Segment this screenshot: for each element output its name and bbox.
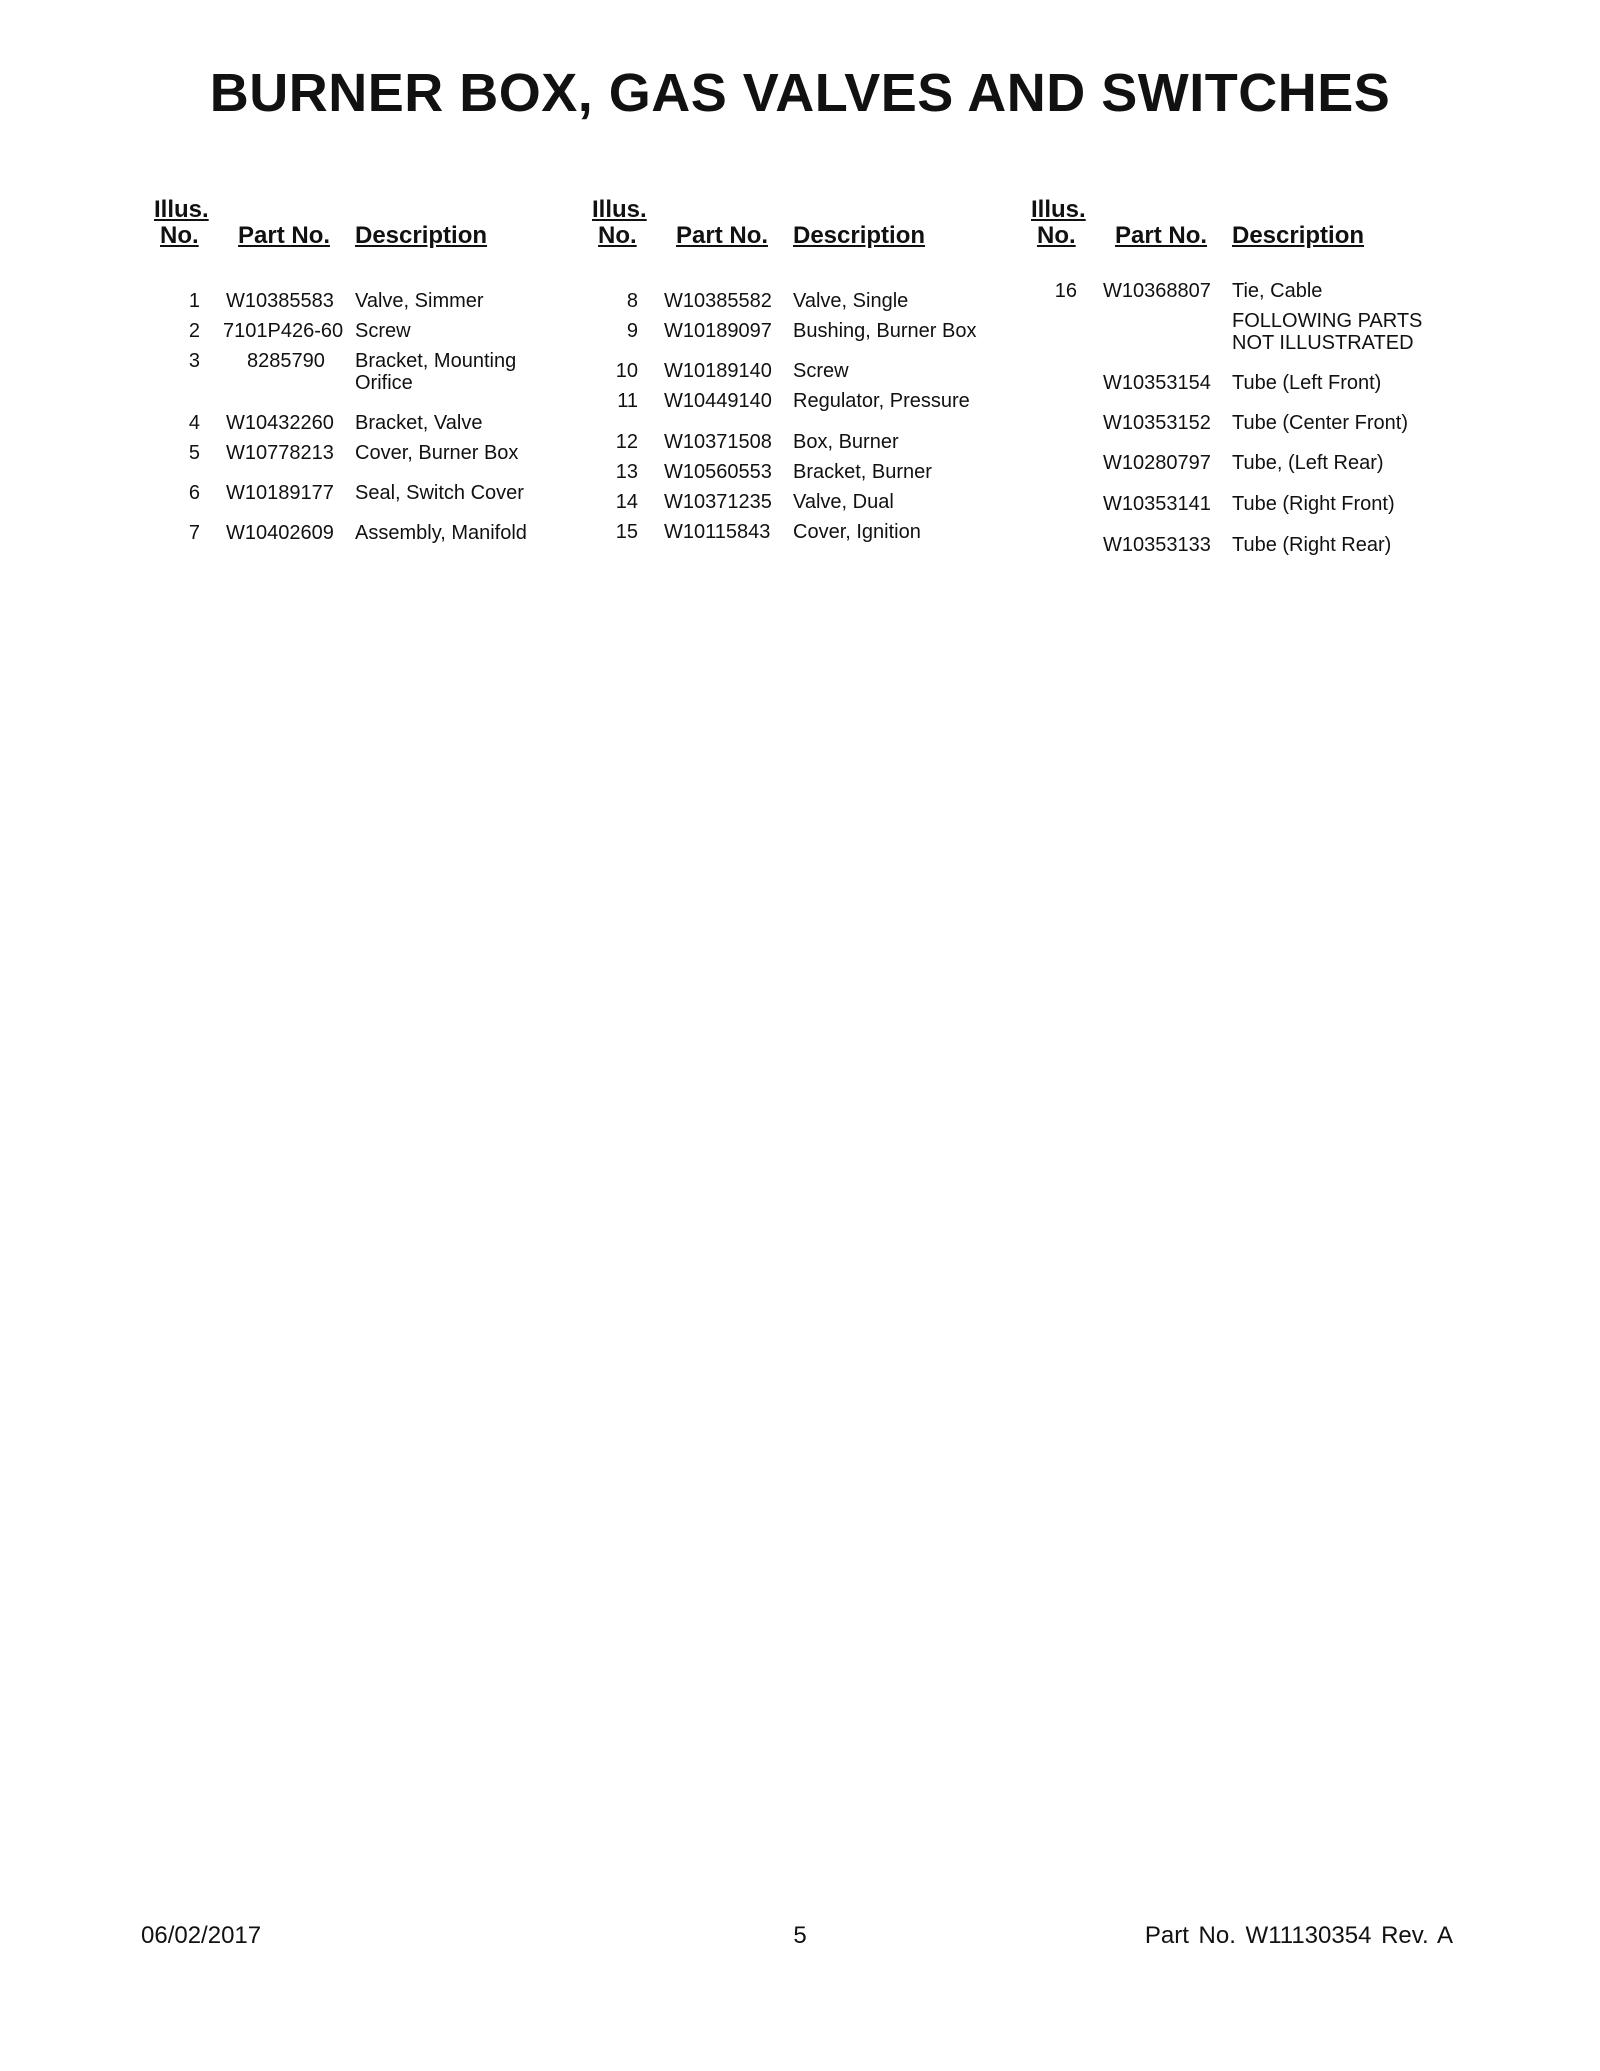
part-number: W10189097: [664, 320, 772, 342]
footer-page-number: 5: [793, 1922, 807, 1949]
illus-number: 8: [626, 290, 638, 312]
illus-number: 15: [615, 521, 638, 543]
part-description: Cover, Ignition: [793, 521, 921, 543]
part-description: Tube (Right Rear): [1232, 534, 1392, 556]
footer-part-number: Part No. W11130354 Rev. A: [1144, 1922, 1453, 1949]
part-description: Regulator, Pressure: [793, 390, 970, 412]
illus-number: 11: [617, 390, 638, 412]
part-description: Tie, Cable: [1232, 280, 1323, 302]
not-illustrated-note: FOLLOWING PARTS NOT ILLUSTRATED: [1232, 310, 1423, 354]
part-description: Valve, Simmer: [355, 290, 484, 312]
header-no: No.: [598, 222, 637, 249]
part-number: W10368807: [1103, 280, 1211, 302]
part-number: W10280797: [1103, 452, 1211, 474]
part-description: Valve, Dual: [793, 491, 894, 513]
part-description: Box, Burner: [793, 431, 899, 453]
part-number: W10371508: [664, 431, 772, 453]
part-description: Tube (Center Front): [1232, 412, 1408, 434]
part-number: W10449140: [664, 390, 772, 412]
parts-column-1: [150, 196, 590, 596]
part-number: 7101P426-60: [223, 320, 344, 342]
part-description: Screw: [793, 360, 849, 382]
page-title: BURNER BOX, GAS VALVES AND SWITCHES: [209, 63, 1391, 123]
header-part-no: Part No.: [1115, 222, 1208, 249]
header-description: Description: [355, 222, 488, 249]
part-description: Seal, Switch Cover: [355, 482, 524, 504]
illus-number: 10: [615, 360, 638, 382]
part-number: W10385582: [664, 290, 772, 312]
part-description: Bushing, Burner Box: [793, 320, 977, 342]
part-number: W10385583: [226, 290, 334, 312]
part-description: Assembly, Manifold: [355, 522, 527, 544]
part-number: 8285790: [247, 350, 325, 372]
header-no: No.: [160, 222, 199, 249]
illus-number: 14: [615, 491, 638, 513]
header-illus: Illus.: [592, 196, 647, 223]
footer-date: 06/02/2017: [141, 1922, 262, 1949]
header-part-no: Part No.: [676, 222, 769, 249]
part-description: Tube (Left Front): [1232, 372, 1382, 394]
part-number: W10115843: [664, 521, 771, 543]
part-number: W10432260: [226, 412, 334, 434]
header-part-no: Part No.: [238, 222, 331, 249]
part-description: Bracket, Mounting Orifice: [355, 350, 517, 394]
parts-column-3: [1027, 196, 1467, 596]
part-description: Bracket, Burner: [793, 461, 932, 483]
part-description: Bracket, Valve: [355, 412, 483, 434]
illus-number: 2: [188, 320, 200, 342]
part-number: W10189140: [664, 360, 772, 382]
illus-number: 3: [188, 350, 200, 372]
header-illus: Illus.: [1031, 196, 1086, 223]
illus-number: 13: [615, 461, 638, 483]
part-description: Cover, Burner Box: [355, 442, 519, 464]
illus-number: 9: [626, 320, 638, 342]
header-description: Description: [1232, 222, 1365, 249]
part-number: W10189177: [226, 482, 334, 504]
part-number: W10371235: [664, 491, 772, 513]
parts-column-2: [588, 196, 1028, 596]
part-number: W10353141: [1103, 493, 1211, 515]
header-no: No.: [1037, 222, 1076, 249]
part-number: W10560553: [664, 461, 772, 483]
part-description: Screw: [355, 320, 411, 342]
header-illus: Illus.: [154, 196, 209, 223]
header-description: Description: [793, 222, 926, 249]
illus-number: 16: [1054, 280, 1077, 302]
part-description: Tube, (Left Rear): [1232, 452, 1384, 474]
part-number: W10778213: [226, 442, 334, 464]
illus-number: 6: [188, 482, 200, 504]
part-number: W10353152: [1103, 412, 1211, 434]
part-number: W10402609: [226, 522, 334, 544]
illus-number: 12: [615, 431, 638, 453]
illus-number: 1: [188, 290, 200, 312]
part-description: Valve, Single: [793, 290, 909, 312]
illus-number: 5: [188, 442, 200, 464]
part-description: Tube (Right Front): [1232, 493, 1395, 515]
part-number: W10353154: [1103, 372, 1211, 394]
illus-number: 4: [188, 412, 200, 434]
illus-number: 7: [188, 522, 200, 544]
part-number: W10353133: [1103, 534, 1211, 556]
